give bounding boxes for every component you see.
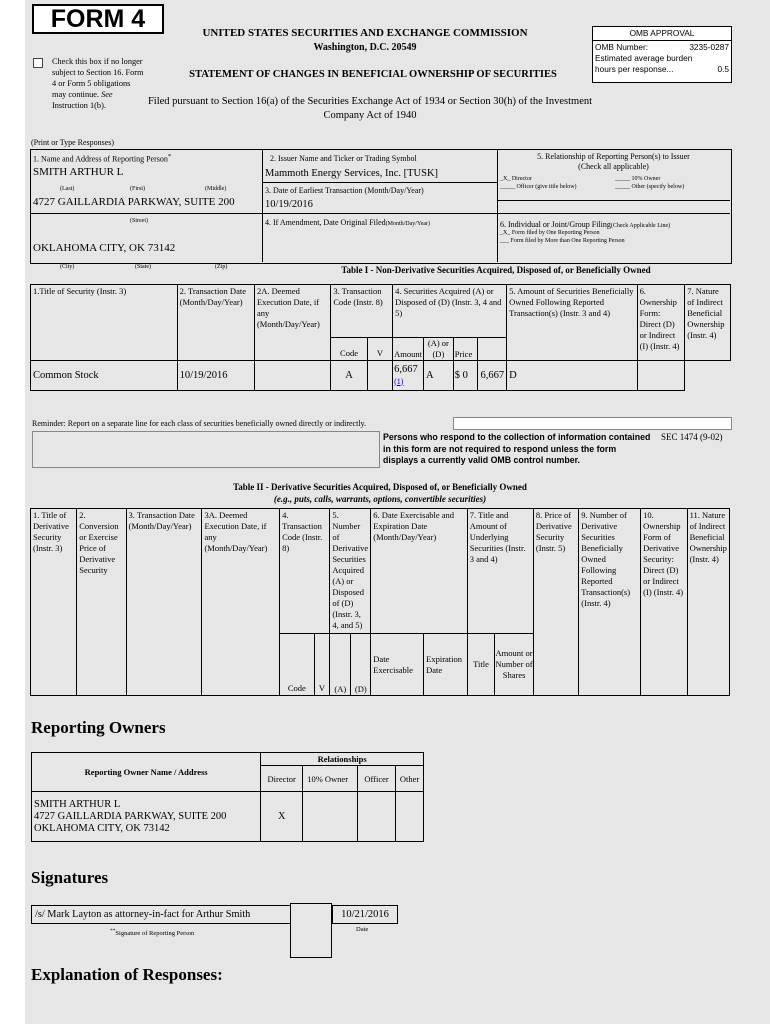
t2-col6: 6. Date Exercisable and Expiration Date (Month/Day/Year) xyxy=(371,509,467,634)
zip-label: (Zip) xyxy=(215,264,228,270)
statement-title: STATEMENT OF CHANGES IN BENEFICIAL OWNERSHIP OF SECURITIES xyxy=(189,69,557,80)
owner-ten-percent-mark xyxy=(303,792,358,842)
box6-sub: (Check Applicable Line) xyxy=(610,223,671,229)
no-longer-subject-checkbox[interactable] xyxy=(33,58,43,68)
t1-col5: 5. Amount of Securities Beneficially Owned Following Reported Transaction(s) (Instr. 3 and 4) xyxy=(507,285,638,361)
owner-name-address xyxy=(32,792,261,842)
owners-name-address-header: Reporting Owner Name / Address xyxy=(32,753,261,792)
checkbox-text xyxy=(52,56,146,111)
signature-date: 10/21/2016 xyxy=(332,905,398,924)
signature-spacer-box xyxy=(290,903,332,958)
owners-officer-header: Officer xyxy=(358,766,396,792)
signature-value: /s/ Mark Layton as attorney-in-fact for Arthur Smith xyxy=(31,905,294,924)
t1-row-title: Common Stock xyxy=(31,361,178,391)
reporting-person-name: SMITH ARTHUR L xyxy=(33,166,124,178)
t2-sub-title: Title xyxy=(467,634,495,696)
table2 xyxy=(30,508,730,696)
signatures-heading: Signatures xyxy=(31,868,109,887)
issuer-name: Mammoth Energy Services, Inc. [TUSK] xyxy=(265,168,439,179)
owner-name: SMITH ARTHUR L xyxy=(34,798,121,810)
t1-sub-amount: Amount xyxy=(393,338,424,361)
filed-pursuant: Filed pursuant to Section 16(a) of the Securities Exchange Act of 1934 or Section 30(h) of the Investment Company Act of 1940 xyxy=(147,96,593,121)
t2-col5: 5. Number of Derivative Securities Acquired (A) or Disposed of (D) (Instr. 3, 4, and 5) xyxy=(330,509,371,634)
agency-location: Washington, D.C. 20549 xyxy=(313,42,417,53)
instruction-text: Instruction 1(b). xyxy=(52,101,106,110)
t1-sub-code: Code xyxy=(331,338,367,361)
city-value: OKLAHOMA CITY, OK 73142 xyxy=(33,242,176,254)
omb-hours-row xyxy=(595,64,729,75)
owner-city: OKLAHOMA CITY, OK 73142 xyxy=(34,822,170,834)
table1-title: Table I - Non-Derivative Securities Acquired, Disposed of, or Beneficially Owned xyxy=(341,265,651,275)
print-type-note: (Print or Type Responses) xyxy=(31,138,115,147)
t2-sub-d: (D) xyxy=(351,634,371,696)
owners-row xyxy=(32,792,424,842)
omb-hours: 0.5 xyxy=(717,64,729,74)
box1-asterisk: * xyxy=(167,153,172,160)
signature-caption-prefix: ** xyxy=(110,928,116,934)
see-text: See xyxy=(101,90,113,99)
t2-col2: 2. Conversion or Exercise Price of Derivative Security xyxy=(77,509,126,696)
reminder-line-box xyxy=(453,417,732,430)
table2-title: Table II - Derivative Securities Acquired, Disposed of, or Beneficially Owned xyxy=(233,482,527,492)
t1-col2: 2. Transaction Date (Month/Day/Year) xyxy=(177,285,254,361)
t1-row-deemed xyxy=(254,361,330,391)
omb-number-label: OMB Number: xyxy=(595,42,649,52)
owner-officer-mark xyxy=(358,792,396,842)
table1 xyxy=(30,284,731,391)
city-label: (City) xyxy=(60,264,75,270)
owners-other-header: Other xyxy=(396,766,424,792)
sec-number: SEC 1474 (9-02) xyxy=(661,432,723,442)
t1-row-v xyxy=(367,361,392,391)
t2-col3: 3. Transaction Date (Month/Day/Year) xyxy=(126,509,202,696)
omb-title: OMB APPROVAL xyxy=(593,27,731,41)
box4-label xyxy=(265,218,430,228)
t2-sub-a: (A) xyxy=(330,634,351,696)
owners-header-row-1 xyxy=(32,753,424,766)
t1-row-code: A xyxy=(331,361,367,391)
middle-label: (Middle) xyxy=(205,186,227,192)
omb-burden-label: Estimated average burden xyxy=(595,53,693,63)
table1-row xyxy=(31,361,731,391)
t2-col4: 4. Transaction Code (Instr. 8) xyxy=(280,509,330,634)
checkbox-label: Check this box if no longer subject to Section 16. Form 4 or Form 5 obligations may continue. xyxy=(52,57,144,99)
table2-header-row xyxy=(31,509,730,634)
t2-sub-exercisable: Date Exercisable xyxy=(371,634,424,696)
t1-row-amount-cell xyxy=(393,361,424,391)
box4-label-text: 4. If Amendment, Date Original Filed xyxy=(265,218,386,227)
first-label: (First) xyxy=(130,186,145,192)
box4-sub: (Month/Day/Year) xyxy=(385,221,431,227)
t1-col7: 7. Nature of Indirect Beneficial Ownership (Instr. 4) xyxy=(685,285,731,361)
owners-ten-percent-header: 10% Owner xyxy=(303,766,358,792)
reporting-owners-table xyxy=(31,752,424,842)
table1-header-row xyxy=(31,285,731,338)
t1-col6: 6. Ownership Form: Direct (D) or Indirect (I) (Instr. 4) xyxy=(637,285,685,361)
one-person-filing: _X_ Form filed by One Reporting Person xyxy=(500,230,600,236)
t2-col3a: 3A. Deemed Execution Date, if any (Month/Day/Year) xyxy=(202,509,280,696)
t2-sub-expiration: Expiration Date xyxy=(424,634,468,696)
director-check: _X_ Director xyxy=(500,176,532,182)
street-label: (Street) xyxy=(130,218,148,224)
t1-row-form: D xyxy=(507,361,638,391)
box1-label-text: 1. Name and Address of Reporting Person xyxy=(33,154,168,164)
t2-col8: 8. Price of Derivative Security (Instr. 5) xyxy=(533,509,578,696)
t1-row-aord: A xyxy=(423,361,453,391)
box5-label-text: 5. Relationship of Reporting Person(s) to Issuer xyxy=(537,152,690,161)
box1-label xyxy=(33,153,171,164)
owner-street: 4727 GAILLARDIA PARKWAY, SUITE 200 xyxy=(34,810,227,822)
persons-notice: Persons who respond to the collection of information contained in this form are not required to respond unless the form displays a currently valid OMB control number. xyxy=(383,432,651,465)
t1-row-date: 10/19/2016 xyxy=(177,361,254,391)
form-title: FORM 4 xyxy=(32,4,164,34)
t1-row-price: $ 0 xyxy=(453,361,478,391)
t2-sub-code: Code xyxy=(280,634,314,696)
explanation-heading: Explanation of Responses: xyxy=(31,965,223,984)
t2-col10: 10. Ownership Form of Derivative Security: Direct (D) or Indirect (I) (Instr. 4) xyxy=(641,509,687,696)
signature-caption xyxy=(110,928,194,937)
reporting-owners-heading: Reporting Owners xyxy=(31,718,166,737)
t1-row-owned: 6,667 xyxy=(478,361,507,391)
t2-col11: 11. Nature of Indirect Beneficial Ownership (Instr. 4) xyxy=(687,509,729,696)
signature-caption-text: Signature of Reporting Person xyxy=(115,930,195,938)
street-value: 4727 GAILLARDIA PARKWAY, SUITE 200 xyxy=(33,196,235,208)
last-label: (Last) xyxy=(60,186,75,192)
notice-blank-box xyxy=(32,431,380,468)
ten-percent-check: _____ 10% Owner xyxy=(615,176,661,182)
omb-approval-box xyxy=(592,26,732,83)
table2-subtitle: (e.g., puts, calls, warrants, options, convertible securities) xyxy=(273,494,487,504)
owner-director-mark: X xyxy=(261,792,303,842)
form-page xyxy=(25,0,770,1024)
earliest-transaction-date: 10/19/2016 xyxy=(265,199,313,210)
t2-col9: 9. Number of Derivative Securities Beneficially Owned Following Reported Transaction(s) (Instr. 4) xyxy=(579,509,641,696)
owners-director-header: Director xyxy=(261,766,303,792)
omb-number-row xyxy=(595,42,729,53)
t1-col3: 3. Transaction Code (Instr. 8) xyxy=(331,285,393,338)
omb-details xyxy=(593,41,731,76)
owner-other-mark xyxy=(396,792,424,842)
box5-label xyxy=(497,152,730,171)
t2-col1: 1. Title of Derivative Security (Instr. 3) xyxy=(31,509,77,696)
t1-col2a: 2A. Deemed Execution Date, if any (Month/Day/Year) xyxy=(254,285,330,361)
officer-check: _____ Officer (give title below) xyxy=(500,184,577,190)
t1-sub-v: V xyxy=(367,338,392,361)
state-label: (State) xyxy=(135,264,151,270)
box2-label: 2. Issuer Name and Ticker or Trading Symbol xyxy=(270,154,417,163)
omb-number: 3235-0287 xyxy=(689,42,729,52)
box3-label: 3. Date of Earliest Transaction (Month/Day/Year) xyxy=(265,186,424,195)
t1-sub-aord: (A) or (D) xyxy=(423,338,453,361)
footnote-1-link[interactable]: (1) xyxy=(394,376,404,386)
agency-name: UNITED STATES SECURITIES AND EXCHANGE COMMISSION xyxy=(202,27,528,39)
box6-label xyxy=(500,220,670,230)
t2-sub-amount: Amount or Number of Shares xyxy=(495,634,534,696)
reminder-text: Reminder: Report on a separate line for each class of securities beneficially owned directly or indirectly. xyxy=(32,419,367,428)
box6-label-text: 6. Individual or Joint/Group Filing xyxy=(500,220,611,229)
t2-sub-v: V xyxy=(314,634,330,696)
t1-row-nature xyxy=(637,361,685,391)
t1-row-amount: 6,667 xyxy=(394,363,418,375)
owners-relationships-header: Relationships xyxy=(261,753,424,766)
multi-person-filing: ___ Form filed by More than One Reporting Person xyxy=(500,238,625,244)
t2-col7: 7. Title and Amount of Underlying Securities (Instr. 3 and 4) xyxy=(467,509,533,634)
t1-col4: 4. Securities Acquired (A) or Disposed of (D) (Instr. 3, 4 and 5) xyxy=(393,285,507,338)
omb-hours-label: hours per response... xyxy=(595,64,674,74)
box5-sub: (Check all applicable) xyxy=(578,161,649,171)
t1-sub-price: Price xyxy=(453,338,478,361)
other-check: _____ Other (specify below) xyxy=(615,184,685,190)
t1-col1: 1.Title of Security (Instr. 3) xyxy=(31,285,178,361)
date-caption: Date xyxy=(356,926,369,933)
